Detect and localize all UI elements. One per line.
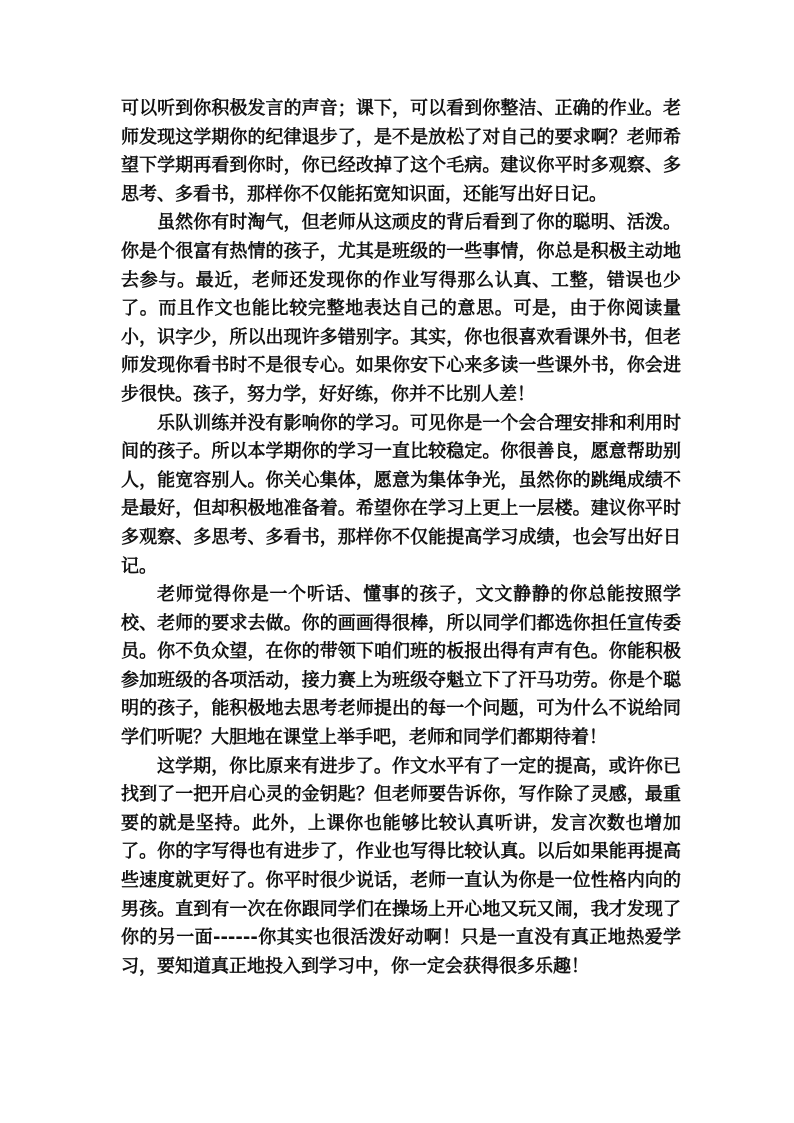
paragraph: 虽然你有时淘气，但老师从这顽皮的背后看到了你的聪明、活泼。你是个很富有热情的孩子，尤其是班级的一些事情，你总是积极主动地去参与。最近，老师还发现你的作业写得那么认真、工整，错误也少了。而且作文也能比较完整地表达自己的意思。可是，由于你阅读量小，识字少，所以出现许多错别字。其实，你也很喜欢看课外书，但老师发现你看书时不是很专心。如果你安下心来多读一些课外书，你会进步很快。孩子，努力学，好好练，你并不比别人差！ — [121, 212, 681, 405]
paragraph: 可以听到你积极发言的声音；课下，可以看到你整洁、正确的作业。老师发现这学期你的纪律退步了，是不是放松了对自己的要求啊？老师希望下学期再看到你时，你已经改掉了这个毛病。建议你平时多观察、多思考、多看书，那样你不仅能拓宽知识面，还能写出好日记。 — [121, 98, 681, 205]
document-body — [121, 95, 681, 981]
paragraph: 乐队训练并没有影响你的学习。可见你是一个会合理安排和利用时间的孩子。所以本学期你的学习一直比较稳定。你很善良，愿意帮助别人，能宽容别人。你关心集体，愿意为集体争光，虽然你的跳绳成绩不是最好，但却积极地准备着。希望你在学习上更上一层楼。建议你平时多观察、多思考、多看书，那样你不仅能提高学习成绩，也会写出好日记。 — [121, 412, 681, 577]
paragraph: 老师觉得你是一个听话、懂事的孩子，文文静静的你总能按照学校、老师的要求去做。你的画画得很棒，所以同学们都选你担任宣传委员。你不负众望，在你的带领下咱们班的板报出得有声有色。你能积极参加班级的各项活动，接力赛上为班级夺魁立下了汗马功劳。你是个聪明的孩子，能积极地去思考老师提出的每一个问题，可为什么不说给同学们听呢？大胆地在课堂上举手吧，老师和同学们都期待着！ — [121, 584, 681, 749]
paragraph: 这学期，你比原来有进步了。作文水平有了一定的提高，或许你已找到了一把开启心灵的金钥匙？但老师要告诉你，写作除了灵感，最重要的就是坚持。此外，上课你也能够比较认真听讲，发言次数也增加了。你的字写得也有进步了，作业也写得比较认真。以后如果能再提高些速度就更好了。你平时很少说话，老师一直认为你是一位性格内向的男孩。直到有一次在你跟同学们在操场上开心地又玩又闹，我才发现了你的另一面------你其实也很活泼好动啊！只是一直没有真正地热爱学习，要知道真正地投入到学习中，你一定会获得很多乐趣！ — [121, 755, 681, 977]
